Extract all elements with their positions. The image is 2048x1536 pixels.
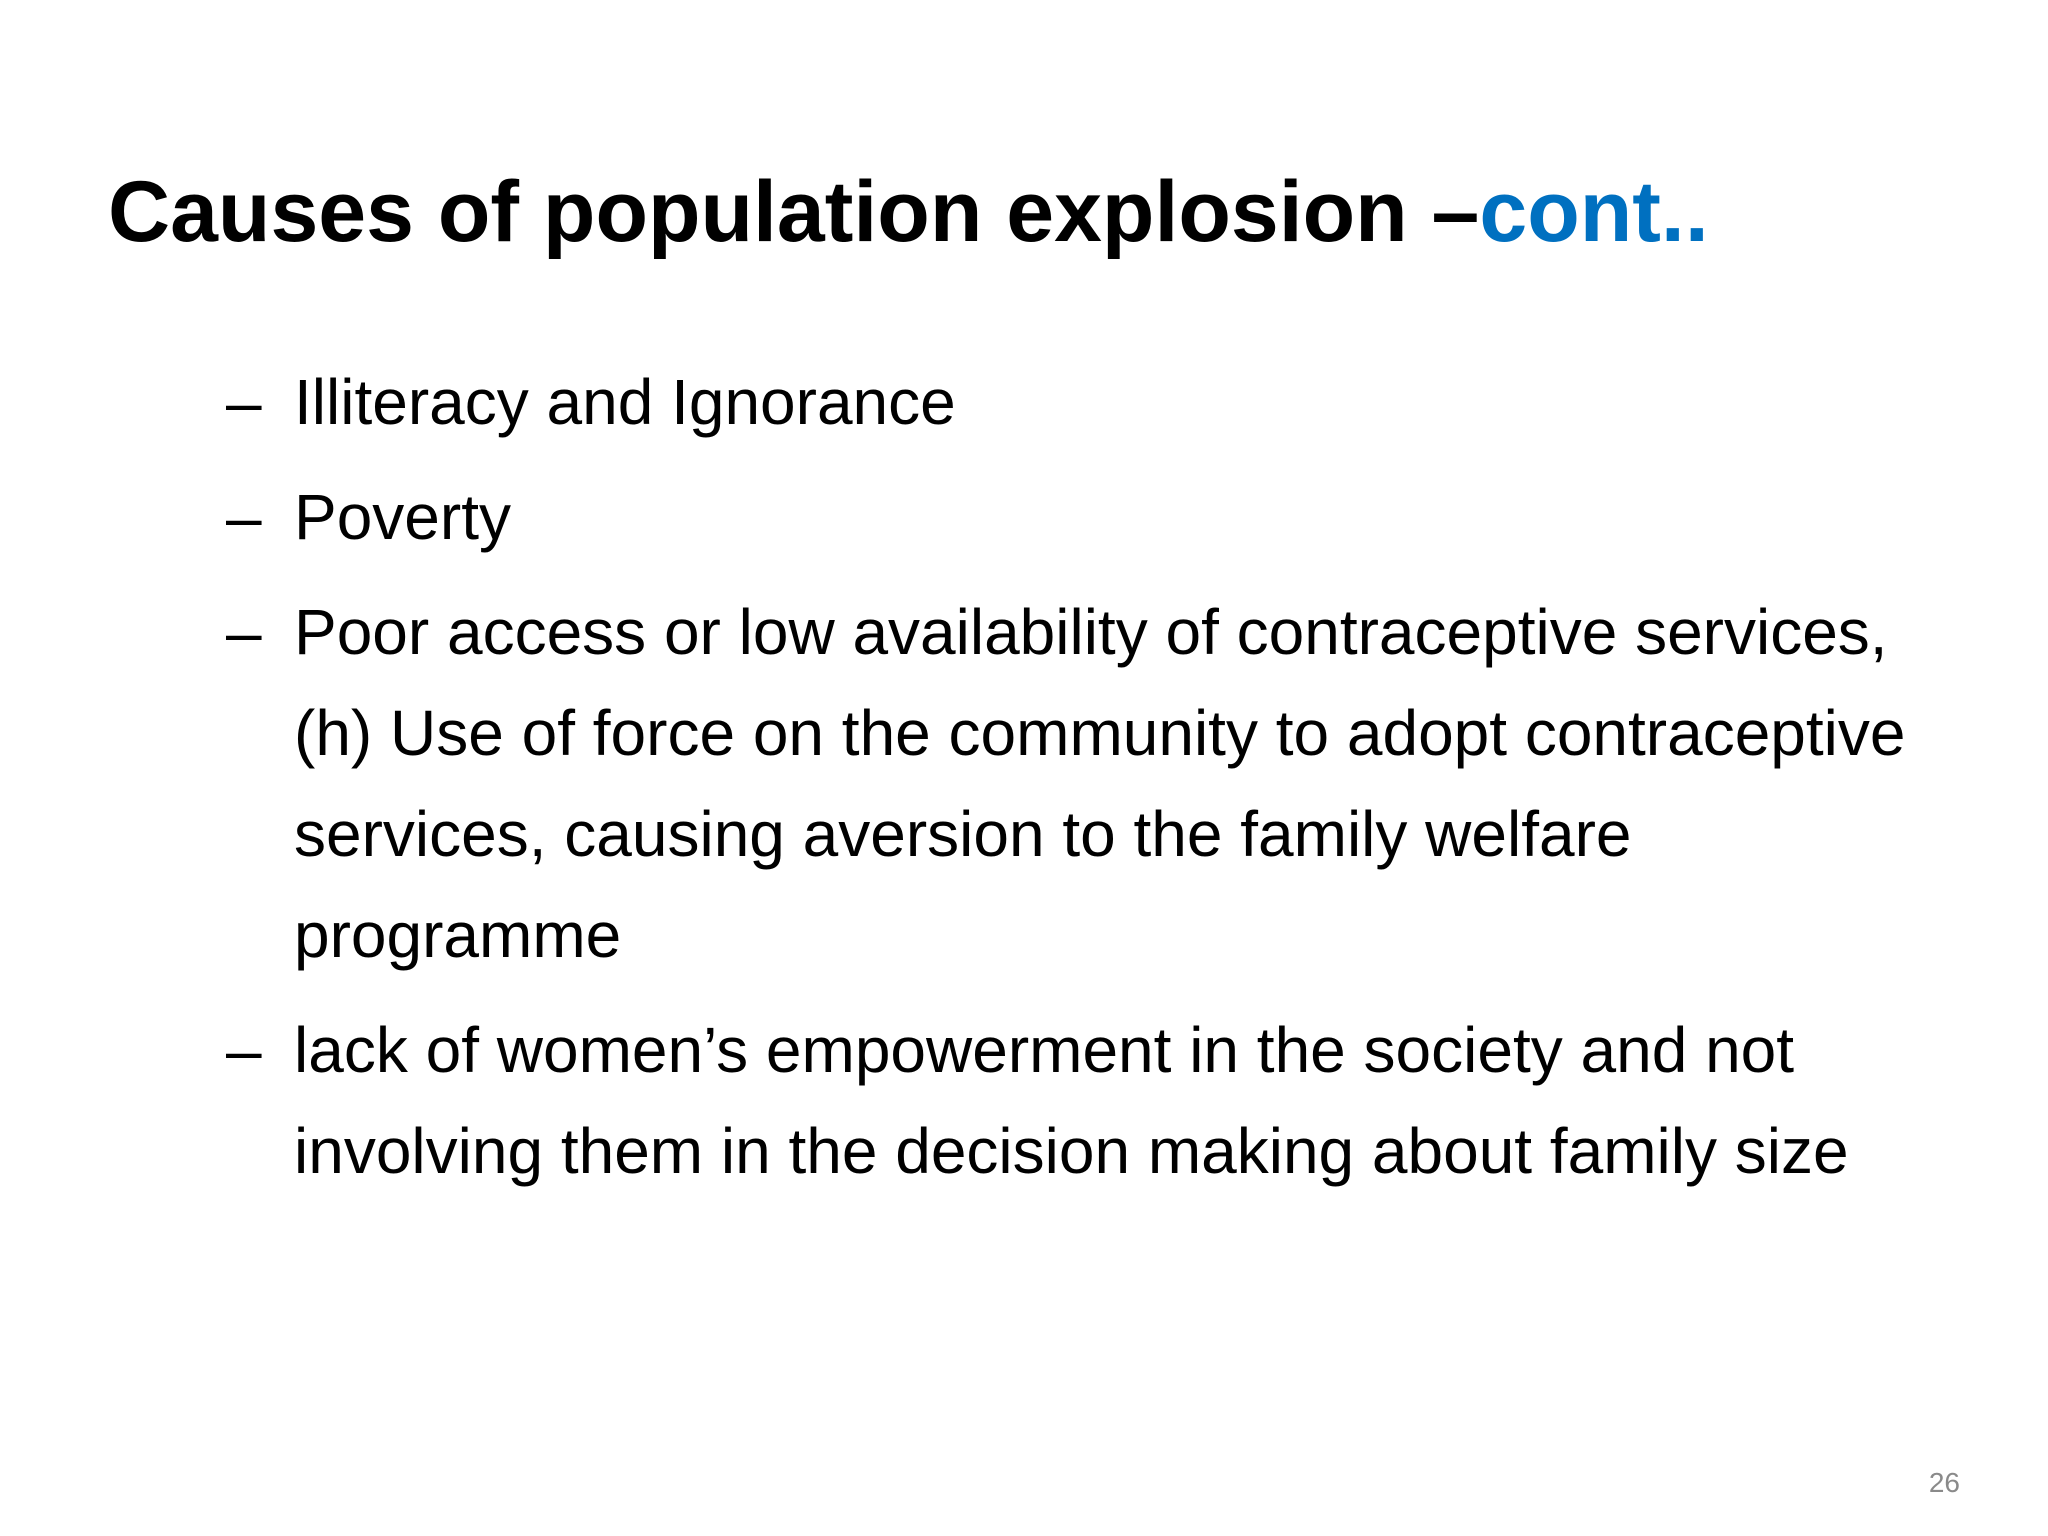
bullet-item-illiteracy xyxy=(226,352,1946,453)
page-number: 26 xyxy=(1928,1467,1960,1498)
bullet-item-poverty xyxy=(226,467,1946,568)
bullet-list xyxy=(226,352,1946,1216)
bullet-text: Poor access or low availability of contraceptive services, (h) Use of force on the community to adopt contraceptive services, causing aversion to the family welfare programme xyxy=(294,596,1906,971)
bullet-dash: – xyxy=(226,481,262,553)
bullet-dash: – xyxy=(226,1014,262,1086)
title-main-text: Causes of population explosion – xyxy=(108,164,1480,260)
bullet-text: lack of women’s empowerment in the society and not involving them in the decision making about family size xyxy=(294,1014,1849,1187)
bullet-item-contraceptive-access xyxy=(226,582,1946,986)
bullet-dash: – xyxy=(226,596,262,668)
bullet-dash: – xyxy=(226,366,262,438)
slide-title xyxy=(108,162,1709,262)
bullet-item-women-empowerment xyxy=(226,1000,1946,1202)
bullet-text: Illiteracy and Ignorance xyxy=(294,366,956,438)
title-accent-text: cont.. xyxy=(1479,164,1709,260)
bullet-text: Poverty xyxy=(294,481,511,553)
